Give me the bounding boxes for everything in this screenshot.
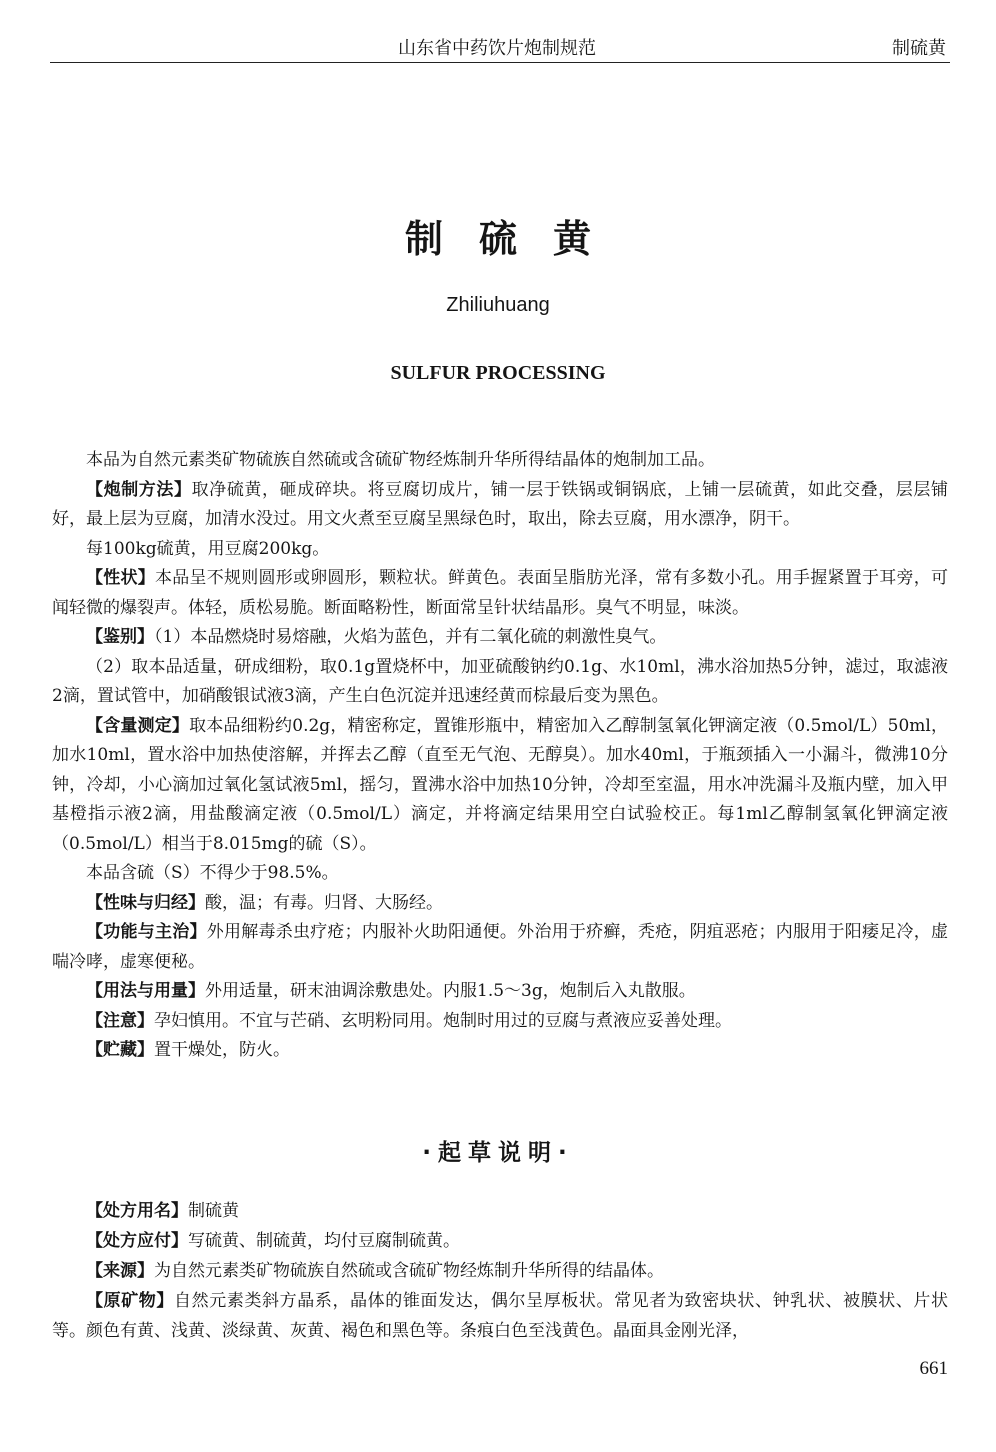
paragraph-label: 【处方应付】: [86, 1231, 188, 1251]
paragraph: [52, 889, 948, 919]
paragraph: [52, 1256, 948, 1286]
paragraph-text: 写硫黄、制硫黄，均付豆腐制硫黄。: [188, 1231, 460, 1251]
paragraph: [52, 1286, 948, 1346]
paragraph: [52, 1036, 948, 1066]
paragraph-text: 本品含硫（S）不得少于98.5%。: [86, 863, 339, 883]
paragraph-text: 外用适量，研末油调涂敷患处。内服1.5～3g，炮制后入丸散服。: [205, 981, 696, 1001]
paragraph-text: 为自然元素类矿物硫族自然硫或含硫矿物经炼制升华所得的结晶体。: [154, 1261, 664, 1281]
paragraph-text: 取净硫黄，砸成碎块。将豆腐切成片，铺一层于铁锅或铜锅底，上铺一层硫黄，如此交叠，层层铺好，最上层为豆腐，加清水没过。用文火煮至豆腐呈黑绿色时，取出，除去豆腐，用水漂净，阴干。: [52, 479, 948, 529]
paragraph-label: 【注意】: [86, 1010, 154, 1031]
paragraph: [52, 1196, 948, 1226]
paragraph-text: 酸，温；有毒。归肾、大肠经。: [205, 892, 443, 913]
paragraph-text: 本品呈不规则圆形或卵圆形，颗粒状。鲜黄色。表面呈脂肪光泽，常有多数小孔。用手握紧置于耳旁，可闻轻微的爆裂声。体轻，质松易脆。断面略粉性，断面常呈针状结晶形。臭气不明显，味淡。: [52, 568, 949, 618]
paragraph-text: 每100kg硫黄，用豆腐200kg。: [86, 538, 330, 559]
paragraph-text: 外用解毒杀虫疗疮；内服补火助阳通便。外治用于疥癣，秃疮，阴疽恶疮；内服用于阳痿足冷，虚喘冷哮，虚寒便秘。: [52, 922, 949, 972]
paragraph-label: 【处方用名】: [86, 1201, 188, 1221]
paragraph-text: （2）取本品适量，研成细粉，取0.1g置烧杯中，加亚硫酸钠约0.1g、水10ml，沸水浴加热5分钟，滤过，取滤液2滴，置试管中，加硝酸银试液3滴，产生白色沉淀并迅速经黄而棕最后变为黑色。: [52, 656, 948, 706]
paragraph-text: 置干燥处，防火。: [154, 1040, 290, 1060]
paragraph: [52, 476, 948, 535]
paragraph-text: （1）本品燃烧时易熔融，火焰为蓝色，并有二氧化硫的刺激性臭气。: [154, 627, 667, 647]
paragraph: [52, 446, 948, 476]
paragraph: [52, 1007, 948, 1037]
paragraph: [52, 859, 948, 889]
paragraph-text: 本品为自然元素类矿物硫族自然硫或含硫矿物经炼制升华所得结晶体的炮制加工品。: [86, 450, 715, 470]
paragraph-text: 孕妇慎用。不宜与芒硝、玄明粉同用。炮制时用过的豆腐与煮液应妥善处理。: [154, 1010, 732, 1031]
paragraph-label: 【性状】: [86, 568, 155, 588]
paragraph: [52, 1226, 948, 1256]
paragraph-text: 制硫黄: [188, 1201, 239, 1221]
paragraph-label: 【来源】: [86, 1261, 154, 1281]
paragraph: [52, 918, 948, 977]
paragraph: [52, 653, 948, 712]
section-title: 制硫黄: [892, 38, 946, 59]
page-number: 661: [919, 1358, 948, 1379]
monograph-body: [52, 446, 948, 1066]
paragraph: [52, 977, 948, 1007]
paragraph: [52, 712, 948, 860]
draft-notes-body: [52, 1196, 948, 1346]
paragraph: [52, 564, 948, 623]
page-title: 制硫黄: [404, 217, 627, 261]
paragraph-label: 【性味与归经】: [86, 892, 205, 913]
paragraph-label: 【鉴别】: [86, 627, 154, 647]
english-title: SULFUR PROCESSING: [390, 362, 606, 384]
paragraph-label: 【炮制方法】: [86, 479, 192, 500]
running-header: [50, 28, 950, 63]
paragraph: [52, 535, 948, 565]
paragraph-text: 取本品细粉约0.2g，精密称定，置锥形瓶中，精密加入乙醇制氢氧化钾滴定液（0.5mol/L）50ml，加水10ml，置水浴中加热使溶解，并挥去乙醇（直至无气泡、无醇臭）。加水40ml，于瓶颈插入一小漏斗，微沸10分钟，冷却，小心滴加过氧化氢试液5ml，摇匀，置沸水浴中加热10分钟，冷却至室温，用水冲洗漏斗及瓶内壁，加入甲基橙指示液2滴，用盐酸滴定液（0.5mol/L）滴定，并将滴定结果用空白试验校正。每1ml乙醇制氢氧化钾滴定液（0.5mol/L）相当于8.015mg的硫（S）。: [52, 715, 948, 854]
pinyin-title: Zhiliuhuang: [446, 294, 550, 316]
paragraph-label: 【贮藏】: [86, 1040, 154, 1060]
paragraph-label: 【含量测定】: [86, 715, 190, 736]
book-title: 山东省中药饮片炮制规范: [398, 38, 596, 59]
paragraph: [52, 623, 948, 653]
paragraph-label: 【功能与主治】: [86, 922, 207, 942]
paragraph-text: 自然元素类斜方晶系，晶体的锥面发达，偶尔呈厚板状。常见者为致密块状、钟乳状、被膜状、片状等。颜色有黄、浅黄、淡绿黄、灰黄、褐色和黑色等。条痕白色至浅黄色。晶面具金刚光泽，: [52, 1291, 949, 1341]
paragraph-label: 【用法与用量】: [86, 981, 205, 1001]
paragraph-label: 【原矿物】: [86, 1291, 175, 1311]
draft-notes-heading: ·起草说明·: [422, 1140, 574, 1166]
